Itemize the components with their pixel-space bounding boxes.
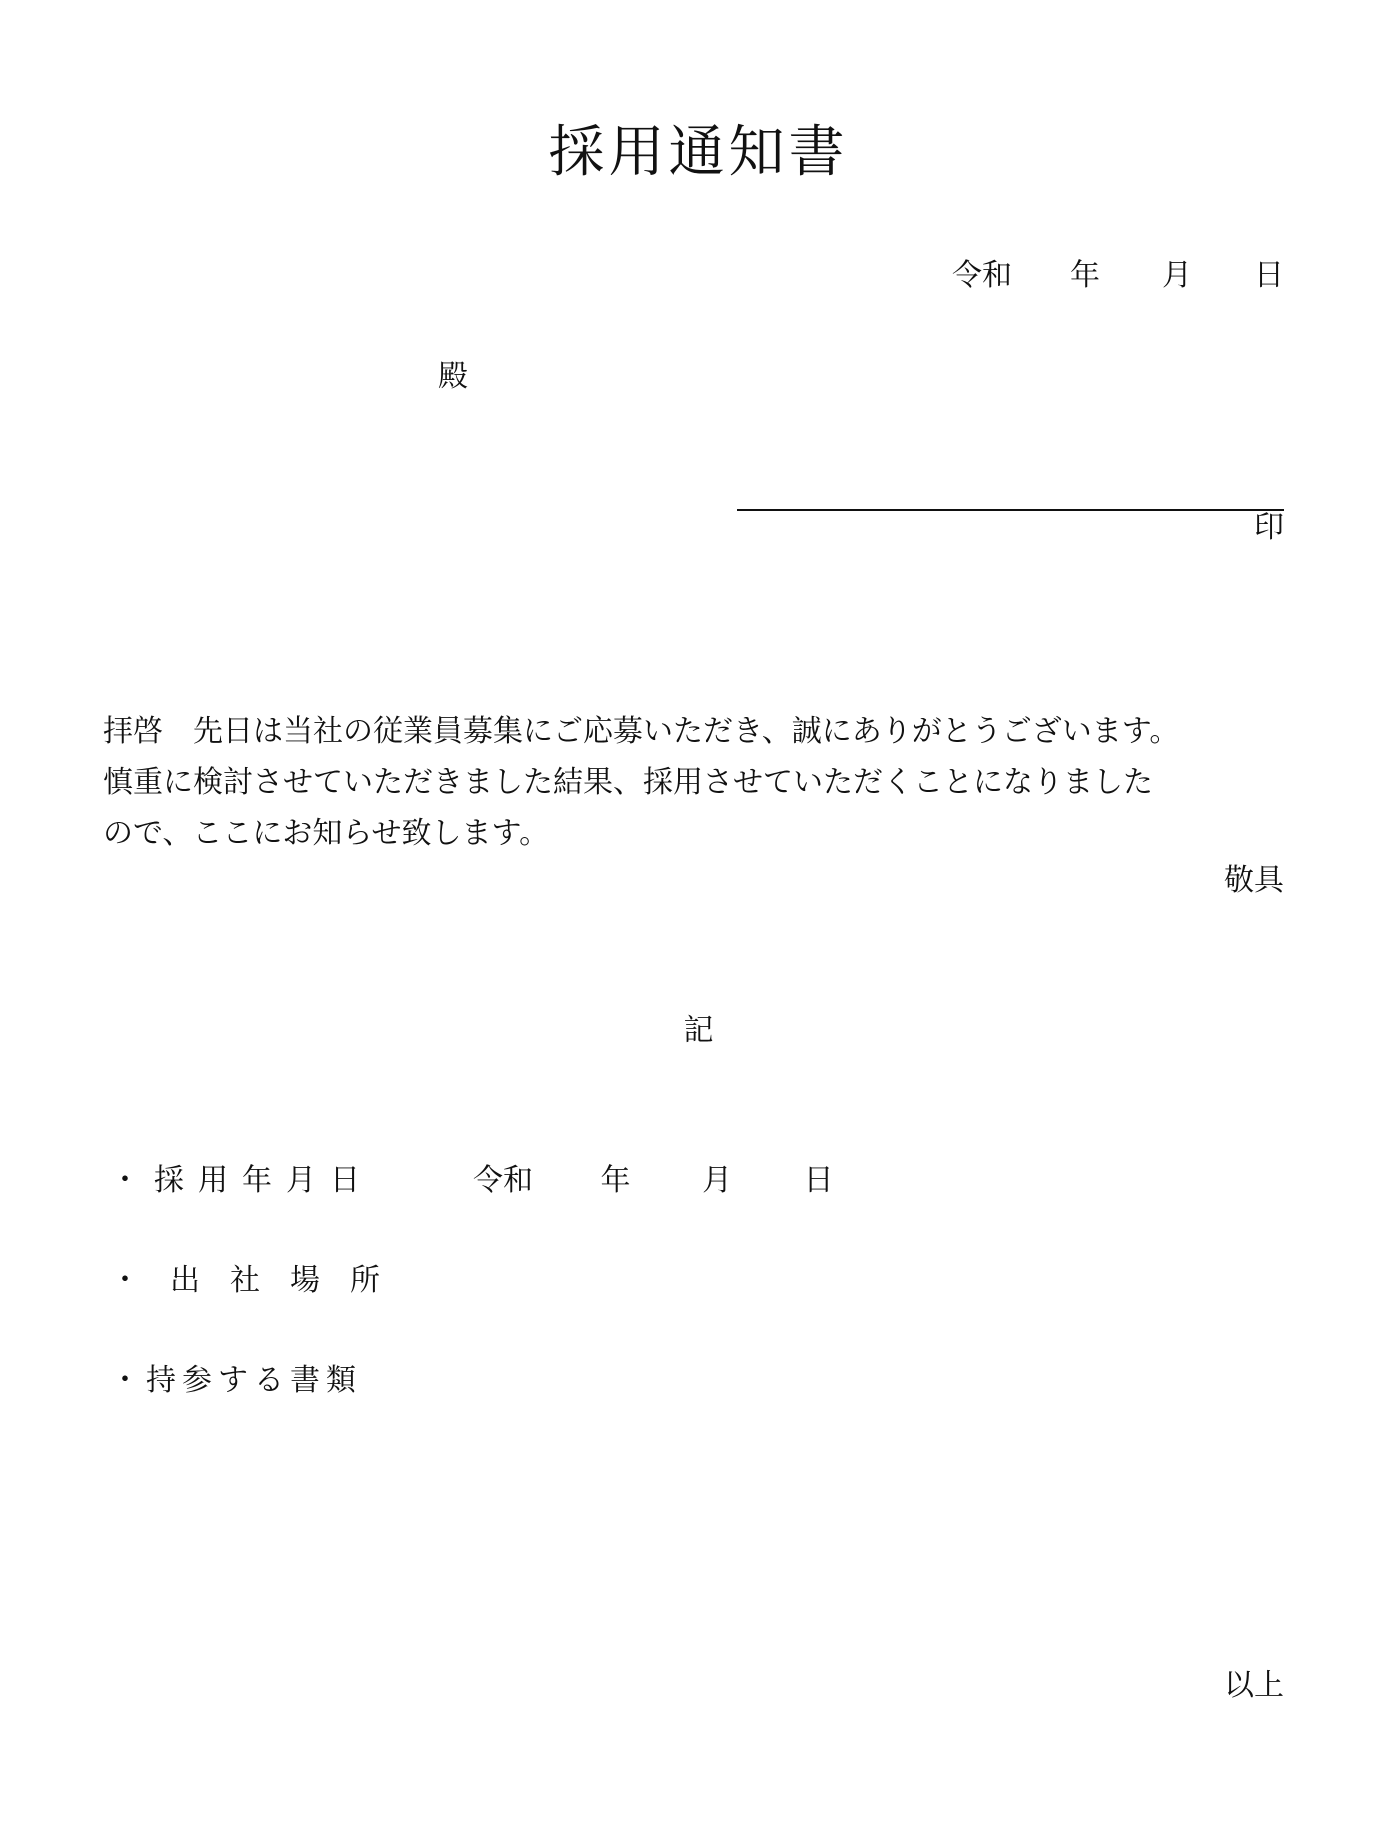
issue-date-year-label: 年 xyxy=(1070,258,1100,293)
letter-body-line: ので、ここにお知らせ致します。 xyxy=(103,816,550,851)
item-label: ・採用年月日 xyxy=(110,1163,374,1198)
issue-date-day-label: 日 xyxy=(1254,258,1284,293)
item-documents-to-bring xyxy=(110,1361,362,1401)
hire-date-month-label: 月 xyxy=(702,1163,733,1198)
letter-body xyxy=(103,706,1287,859)
seal-mark: 印 xyxy=(1254,510,1284,545)
hire-date-day-label: 日 xyxy=(803,1163,834,1198)
signature-line xyxy=(737,509,1284,511)
addressee-suffix: 殿 xyxy=(438,359,468,394)
letter-body-line: 拝啓 先日は当社の従業員募集にご応募いただき、誠にありがとうございます。 xyxy=(103,714,1180,749)
hire-date-year-label: 年 xyxy=(600,1163,631,1198)
end-mark: 以上 xyxy=(1224,1668,1284,1703)
issue-date xyxy=(952,256,1284,296)
issue-date-era: 令和 xyxy=(952,258,1012,293)
closing-salutation: 敬具 xyxy=(1224,863,1284,898)
item-hire-date xyxy=(110,1161,834,1201)
hire-date-era: 令和 xyxy=(473,1163,533,1198)
item-label: ・出社場所 xyxy=(110,1263,410,1298)
letter-body-line: 慎重に検討させていただきました結果、採用させていただくことになりました xyxy=(103,765,1153,800)
item-label: ・持参する書類 xyxy=(110,1363,362,1398)
ki-heading: 記 xyxy=(683,1013,714,1048)
hire-date-value xyxy=(473,1161,834,1201)
document-title: 採用通知書 xyxy=(548,120,849,185)
issue-date-month-label: 月 xyxy=(1162,258,1192,293)
item-work-location xyxy=(110,1261,410,1301)
